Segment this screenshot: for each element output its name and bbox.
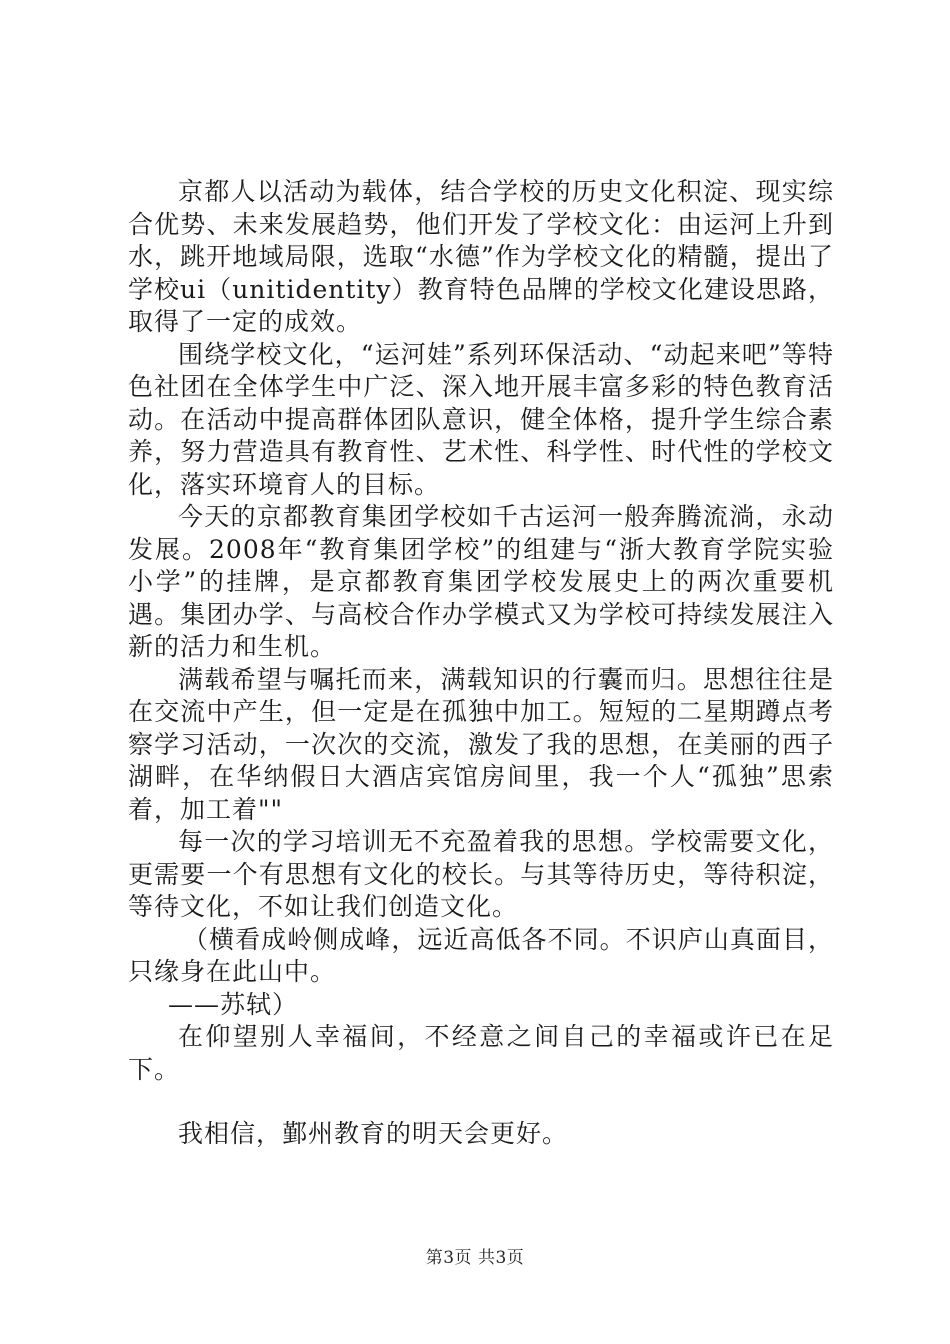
paragraph-training: 每一次的学习培训无不充盈着我的思想。学校需要文化，更需要一个有思想有文化的校长。与其等待历史，等待积淀，等待文化，不如让我们创造文化。 [128,827,834,921]
paragraph-poem-author: ——苏轼） [168,989,299,1019]
paragraph-happiness: 在仰望别人幸福间，不经意之间自己的幸福或许已在足下。 [128,1022,834,1084]
document-body [128,176,834,1151]
page-number-footer: 第3页 共3页 [425,1248,525,1268]
paragraph-conclusion: 我相信，鄞州教育的明天会更好。 [178,1119,569,1148]
paragraph-development: 今天的京都教育集团学校如千古运河一般奔腾流淌，永动发展。2008年“教育集团学校”的组建与“浙大教育学院实验小学”的挂牌，是京都教育集团学校发展史上的两次重要机遇。集团办学、与高校合作办学模式又为学校可持续发展注入新的活力和生机。 [128,502,834,661]
paragraph-poem-quote: （横看成岭侧成峰，远近高低各不同。不识庐山真面目，只缘身在此山中。 [128,924,834,986]
paragraph-activities: 围绕学校文化，“运河娃”系列环保活动、“动起来吧”等特色社团在全体学生中广泛、深入地开展丰富多彩的特色教育活动。在活动中提高群体团队意识，健全体格，提升学生综合素养，努力营造具有教育性、艺术性、科学性、时代性的学校文化，落实环境育人的目标。 [128,339,834,499]
paragraph-reflection: 满载希望与嘱托而来，满载知识的行囊而归。思想往往是在交流中产生，但一定是在孤独中加工。短短的二星期蹲点考察学习活动，一次次的交流，激发了我的思想，在美丽的西子湖畔，在华纳假日大酒店宾馆房间里，我一个人“孤独”思索着，加工着"" [128,664,834,824]
paragraph-school-culture: 京都人以活动为载体，结合学校的历史文化积淀、现实综合优势、未来发展趋势，他们开发了学校文化：由运河上升到水，跳开地域局限，选取“水德”作为学校文化的精髓，提出了学校ui（unitidentity）教育特色品牌的学校文化建设思路，取得了一定的成效。 [128,177,834,336]
